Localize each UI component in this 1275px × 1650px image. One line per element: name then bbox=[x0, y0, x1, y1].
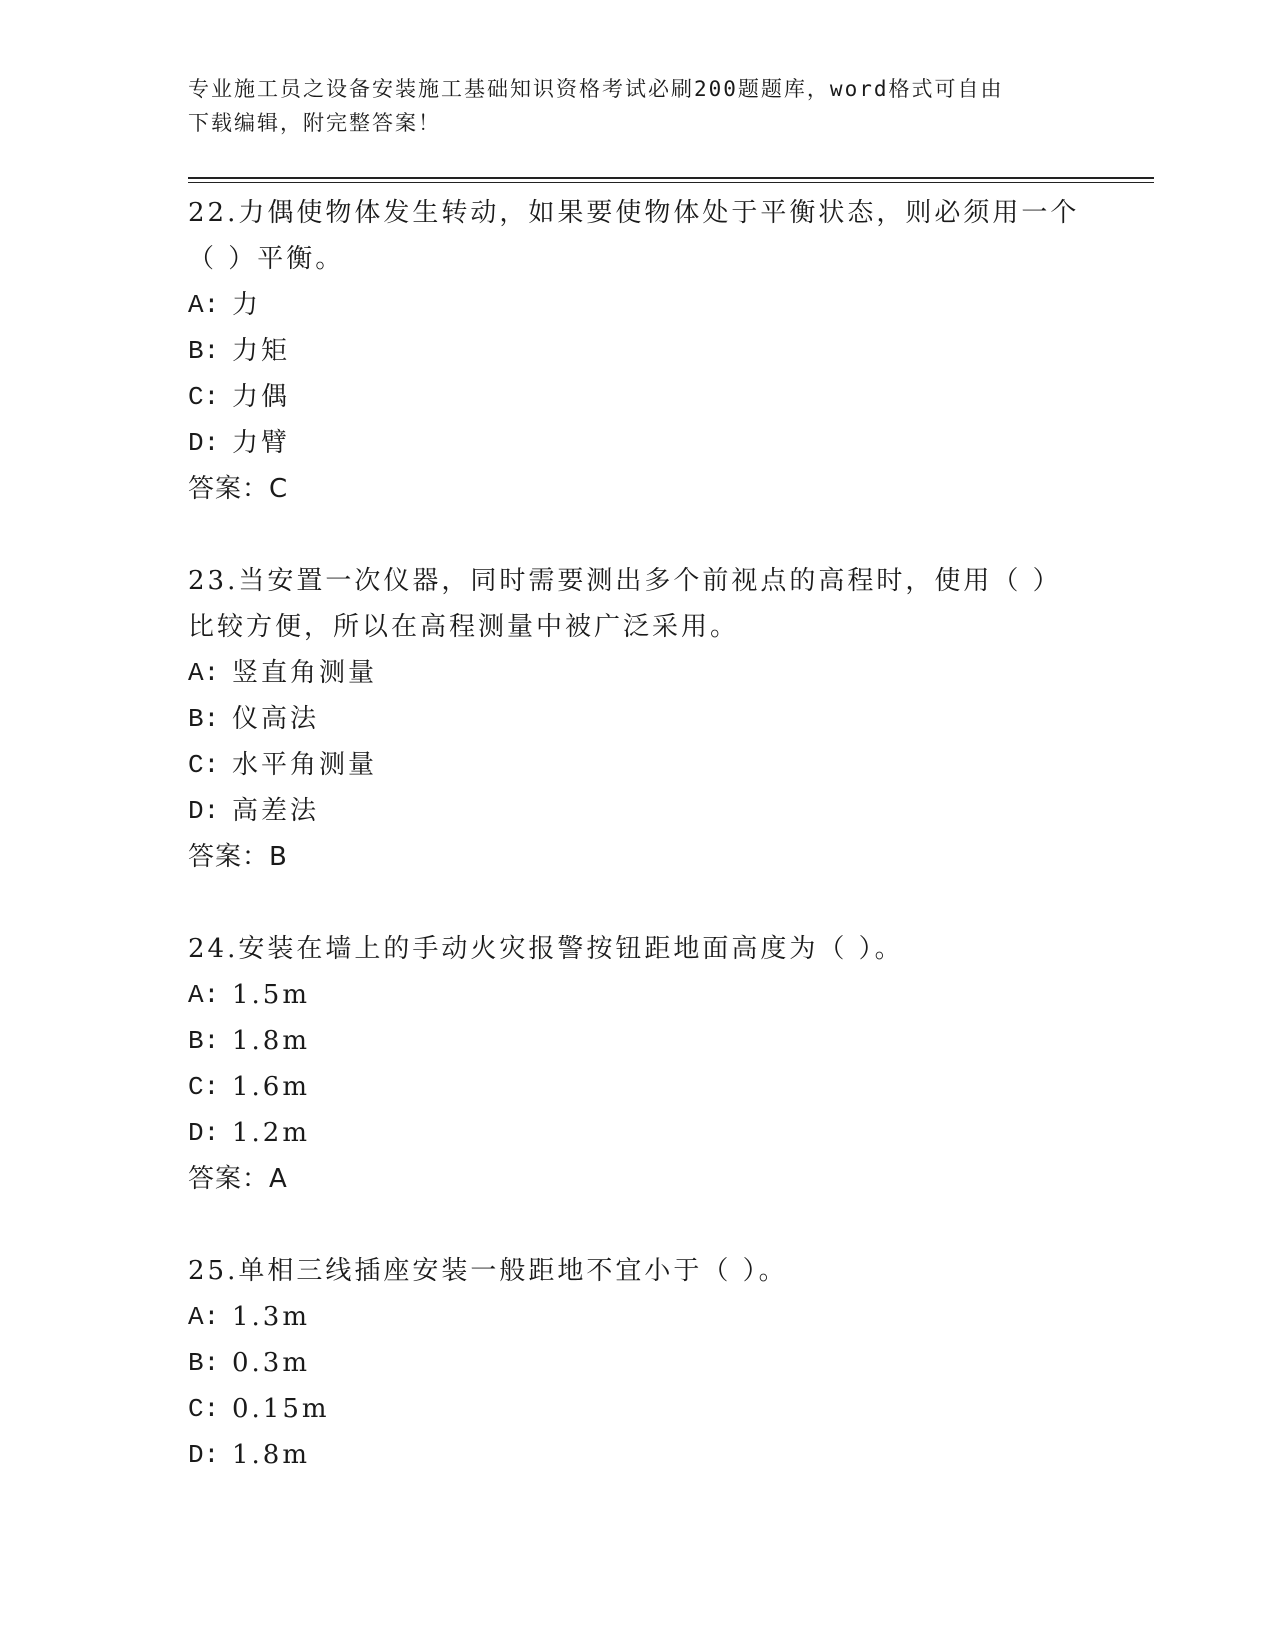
option-text: 高差法 bbox=[232, 796, 320, 826]
question-list bbox=[188, 190, 1088, 1478]
question-24 bbox=[188, 926, 1088, 1202]
option-key: B: bbox=[188, 1348, 220, 1378]
option-text: 竖直角测量 bbox=[232, 658, 378, 688]
option-key: A: bbox=[188, 658, 220, 688]
option-text: 1.3m bbox=[232, 1302, 311, 1332]
option-text: 0.3m bbox=[232, 1348, 311, 1378]
answer-line: 答案：C bbox=[188, 474, 289, 504]
option-text: 力 bbox=[232, 290, 262, 320]
answer-line: 答案：B bbox=[188, 842, 288, 872]
header-divider-thick bbox=[188, 177, 1154, 179]
option-b bbox=[188, 328, 1088, 374]
question-25 bbox=[188, 1248, 1088, 1478]
option-text: 仪高法 bbox=[232, 704, 320, 734]
option-key: C: bbox=[188, 1072, 220, 1102]
header-line-1: 专业施工员之设备安装施工基础知识资格考试必刷200题题库，word格式可自由 bbox=[188, 77, 1004, 101]
option-key: C: bbox=[188, 750, 220, 780]
option-b bbox=[188, 1340, 1088, 1386]
option-text: 1.6m bbox=[232, 1072, 311, 1102]
option-key: D: bbox=[188, 428, 220, 458]
option-key: D: bbox=[188, 1440, 220, 1470]
option-key: A: bbox=[188, 1302, 220, 1332]
document-header bbox=[188, 72, 1088, 140]
option-key: B: bbox=[188, 1026, 220, 1056]
option-key: D: bbox=[188, 796, 220, 826]
option-key: C: bbox=[188, 1394, 220, 1424]
option-key: A: bbox=[188, 290, 220, 320]
header-line-2: 下载编辑，附完整答案！ bbox=[188, 111, 441, 135]
option-a bbox=[188, 650, 1088, 696]
option-d bbox=[188, 420, 1088, 466]
header-divider-thin bbox=[188, 182, 1154, 183]
option-a bbox=[188, 1294, 1088, 1340]
option-key: B: bbox=[188, 336, 220, 366]
option-text: 1.8m bbox=[232, 1026, 311, 1056]
question-stem: 23.当安置一次仪器，同时需要测出多个前视点的高程时，使用（ ） bbox=[188, 566, 1062, 596]
question-stem: 25.单相三线插座安装一般距地不宜小于（ ）。 bbox=[188, 1256, 788, 1286]
option-b bbox=[188, 696, 1088, 742]
question-23 bbox=[188, 558, 1088, 880]
option-a bbox=[188, 972, 1088, 1018]
option-text: 1.2m bbox=[232, 1118, 311, 1148]
option-text: 力偶 bbox=[232, 382, 291, 412]
option-c bbox=[188, 374, 1088, 420]
option-d bbox=[188, 788, 1088, 834]
option-c bbox=[188, 1386, 1088, 1432]
option-text: 1.8m bbox=[232, 1440, 311, 1470]
question-stem: 22.力偶使物体发生转动，如果要使物体处于平衡状态，则必须用一个 bbox=[188, 198, 1080, 228]
option-c bbox=[188, 1064, 1088, 1110]
question-stem-continued: 比较方便，所以在高程测量中被广泛采用。 bbox=[188, 612, 740, 642]
option-text: 1.5m bbox=[232, 980, 311, 1010]
option-c bbox=[188, 742, 1088, 788]
option-text: 0.15m bbox=[232, 1394, 330, 1424]
option-d bbox=[188, 1432, 1088, 1478]
question-stem: 24.安装在墙上的手动火灾报警按钮距地面高度为（ ）。 bbox=[188, 934, 904, 964]
option-key: B: bbox=[188, 704, 220, 734]
question-22 bbox=[188, 190, 1088, 512]
option-d bbox=[188, 1110, 1088, 1156]
option-a bbox=[188, 282, 1088, 328]
option-text: 力臂 bbox=[232, 428, 291, 458]
option-b bbox=[188, 1018, 1088, 1064]
answer-line: 答案：A bbox=[188, 1164, 288, 1194]
option-text: 水平角测量 bbox=[232, 750, 378, 780]
question-stem-continued: （ ）平衡。 bbox=[188, 244, 345, 274]
option-key: C: bbox=[188, 382, 220, 412]
option-text: 力矩 bbox=[232, 336, 291, 366]
option-key: A: bbox=[188, 980, 220, 1010]
option-key: D: bbox=[188, 1118, 220, 1148]
